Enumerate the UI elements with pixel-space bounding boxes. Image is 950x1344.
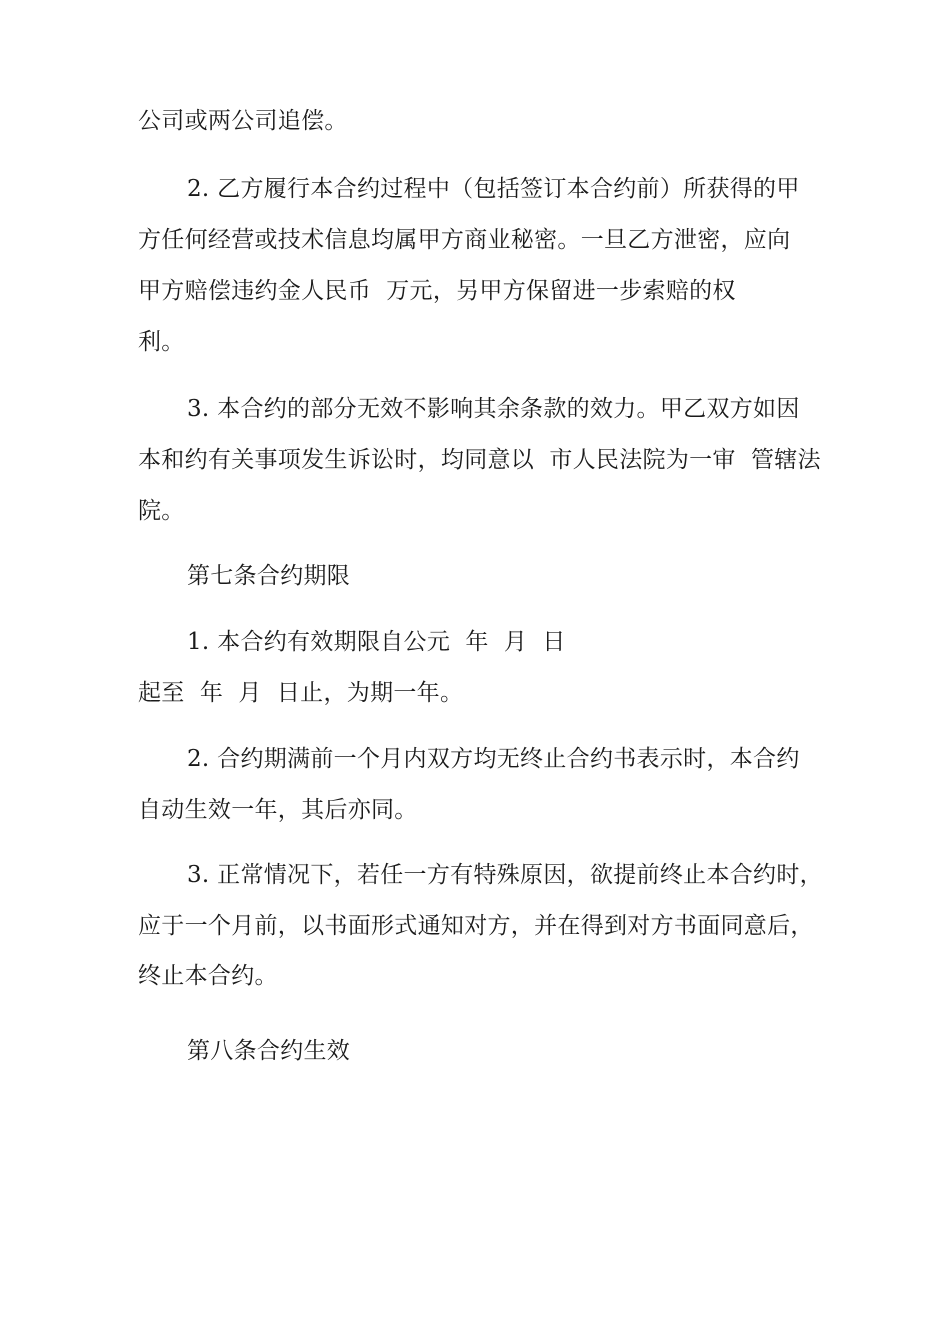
- section-heading-article-7: 第七条合约期限: [187, 563, 351, 589]
- paragraph-line: 应于一个月前，以书面形式通知对方，并在得到对方书面同意后，: [138, 913, 814, 939]
- clause-2-line: 2. 合约期满前一个月内双方均无终止合约书表示时，本合约: [187, 746, 800, 772]
- clause-3-line: 3. 正常情况下，若任一方有特殊原因，欲提前终止本合约时，: [187, 862, 823, 888]
- paragraph-line: 利。: [138, 329, 185, 355]
- clause-1-line: 1. 本合约有效期限自公元 年 月 日: [187, 629, 566, 655]
- clause-3-line: 3. 本合约的部分无效不影响其余条款的效力。甲乙双方如因: [187, 396, 800, 422]
- paragraph-line: 院。: [138, 498, 185, 524]
- paragraph-line: 本和约有关事项发生诉讼时，均同意以 市人民法院为一审 管辖法: [138, 447, 821, 473]
- paragraph-line: 起至 年 月 日止，为期一年。: [138, 680, 464, 706]
- clause-2-line: 2. 乙方履行本合约过程中（包括签订本合约前）所获得的甲: [187, 176, 800, 202]
- paragraph-line: 方任何经营或技术信息均属甲方商业秘密。一旦乙方泄密，应向: [138, 227, 791, 253]
- section-heading-article-8: 第八条合约生效: [187, 1038, 351, 1064]
- paragraph-line: 甲方赔偿违约金人民币 万元，另甲方保留进一步索赔的权: [138, 278, 736, 304]
- paragraph-line: 公司或两公司追偿。: [138, 108, 348, 134]
- paragraph-line: 自动生效一年，其后亦同。: [138, 797, 418, 823]
- paragraph-line: 终止本合约。: [138, 963, 278, 989]
